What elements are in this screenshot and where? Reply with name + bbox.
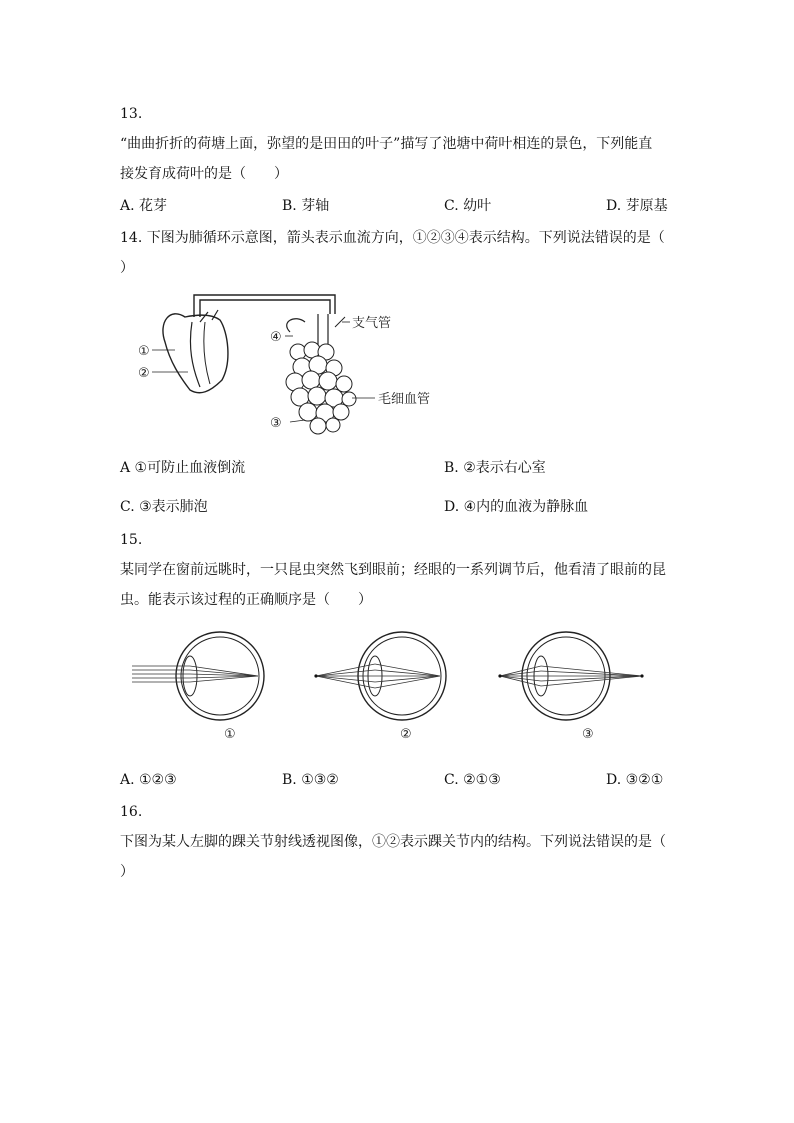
label-c4: ④ bbox=[270, 330, 282, 345]
q13-stem-line2: 接发育成荷叶的是（ ） bbox=[120, 166, 288, 182]
q15-number: 15. bbox=[120, 532, 143, 548]
eye-label-1: ① bbox=[224, 727, 236, 742]
label-c2: ② bbox=[138, 366, 150, 381]
eye-diagram-3 bbox=[496, 628, 646, 748]
q16-number: 16. bbox=[120, 804, 143, 820]
eye-label-2: ② bbox=[400, 727, 412, 742]
q15-option-c[interactable]: C. ②①③ bbox=[444, 772, 501, 788]
q14-stem-line2: ） bbox=[120, 260, 134, 276]
q14-option-a[interactable]: A ①可防止血液倒流 bbox=[120, 460, 246, 476]
label-c3: ③ bbox=[270, 416, 282, 431]
q13-stem-line1: “曲曲折折的荷塘上面，弥望的是田田的叶子”描写了池塘中荷叶相连的景色，下列能直 bbox=[120, 136, 653, 152]
label-bronchus: 支气管 bbox=[352, 316, 392, 331]
eye-label-3: ③ bbox=[582, 727, 594, 742]
q14-option-b[interactable]: B. ②表示右心室 bbox=[444, 460, 546, 476]
q16-stem-line1: 下图为某人左脚的踝关节射线透视图像，①②表示踝关节内的结构。下列说法错误的是（ bbox=[120, 834, 666, 850]
eye-diagram-1 bbox=[130, 628, 270, 748]
q13-option-b[interactable]: B. 芽轴 bbox=[282, 198, 330, 214]
q15-option-d[interactable]: D. ③②① bbox=[606, 772, 664, 788]
q15-stem-line2: 虫。能表示该过程的正确顺序是（ ） bbox=[120, 592, 372, 608]
q14-option-d[interactable]: D. ④内的血液为静脉血 bbox=[444, 499, 589, 515]
label-c1: ① bbox=[138, 344, 150, 359]
q15-option-b[interactable]: B. ①③② bbox=[282, 772, 339, 788]
pulmonary-circulation-diagram bbox=[130, 292, 450, 442]
q13-option-a[interactable]: A. 花芽 bbox=[120, 198, 168, 214]
q13-option-c[interactable]: C. 幼叶 bbox=[444, 198, 492, 214]
eye-diagram-2 bbox=[312, 628, 462, 748]
q13-number: 13. bbox=[120, 106, 143, 122]
q15-option-a[interactable]: A. ①②③ bbox=[120, 772, 177, 788]
q13-option-d[interactable]: D. 芽原基 bbox=[606, 198, 668, 214]
q14-option-c[interactable]: C. ③表示肺泡 bbox=[120, 499, 208, 515]
q15-stem-line1: 某同学在窗前远眺时，一只昆虫突然飞到眼前；经眼的一系列调节后，他看清了眼前的昆 bbox=[120, 562, 666, 578]
q16-stem-line2: ） bbox=[120, 864, 134, 880]
label-capillary: 毛细血管 bbox=[378, 392, 431, 407]
q14-stem-line1: 14. 下图为肺循环示意图，箭头表示血流方向，①②③④表示结构。下列说法错误的是（ bbox=[120, 230, 665, 246]
